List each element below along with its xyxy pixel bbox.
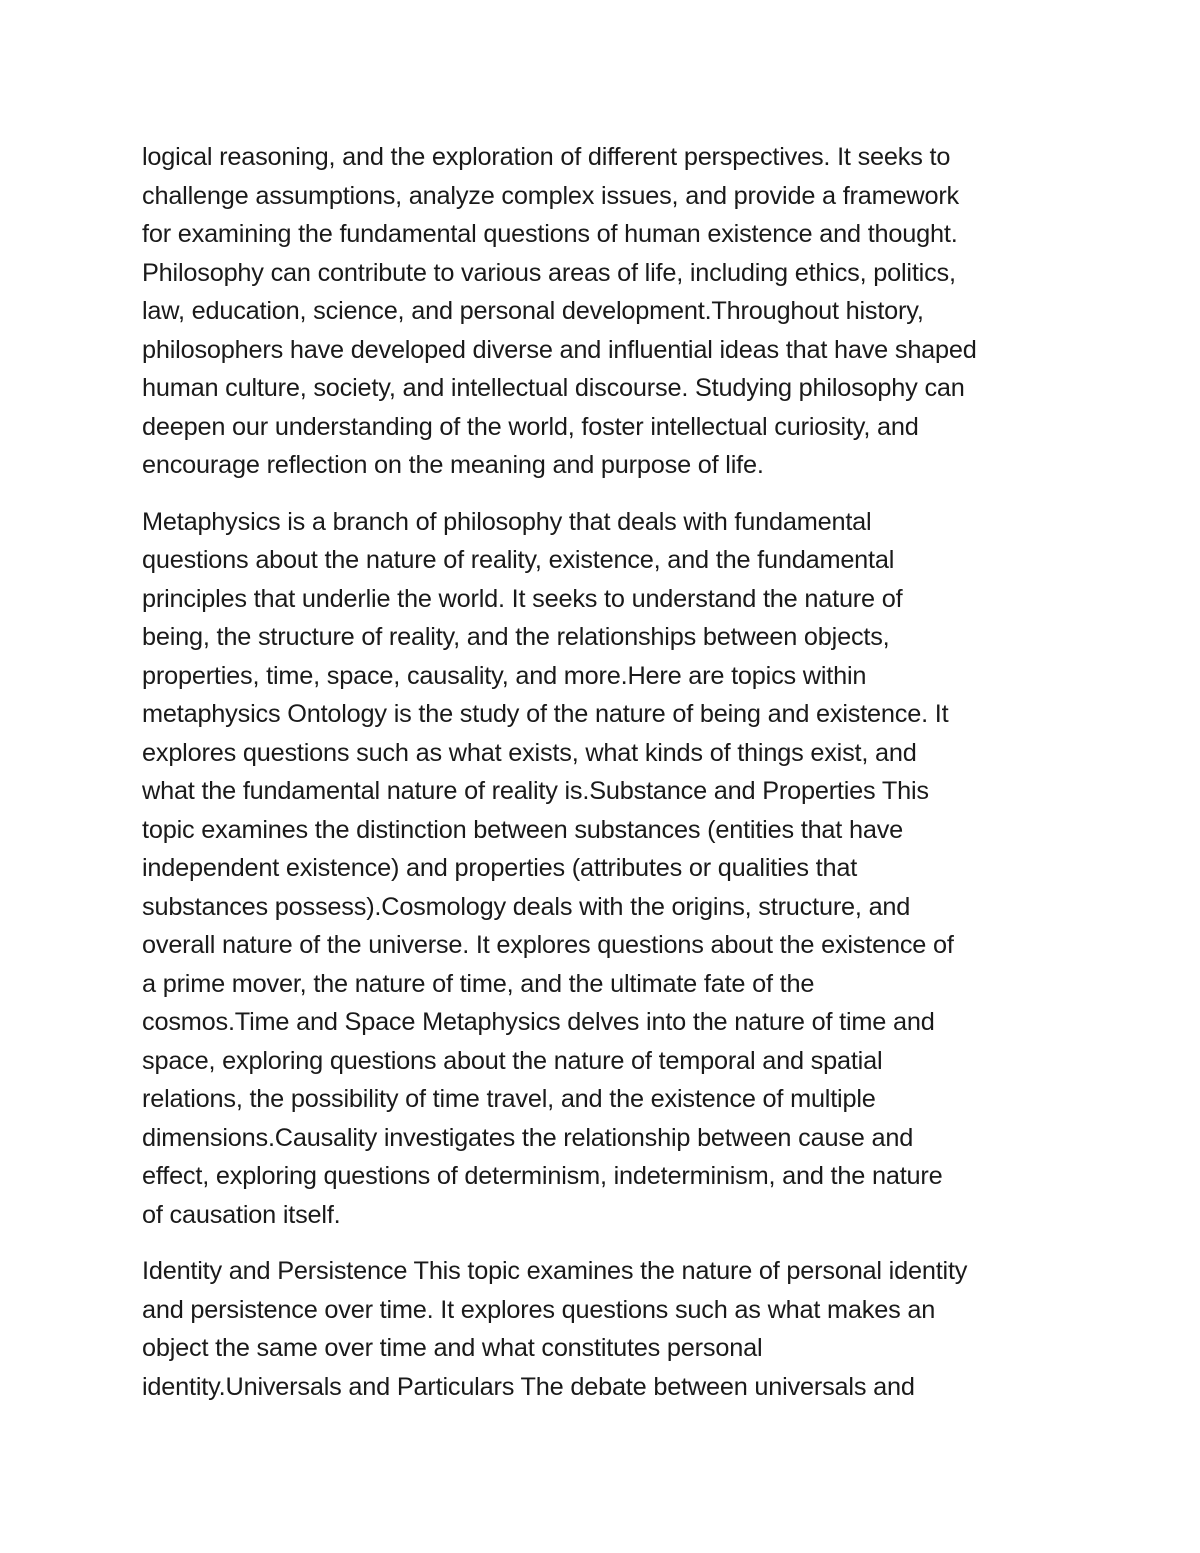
text-line: logical reasoning, and the exploration of different perspectives. It seeks to [142,143,951,171]
text-line: dimensions.Causality investigates the relationship between cause and [142,1123,914,1152]
text-line: Identity and Persistence This topic examines the nature of personal identity [142,1257,968,1285]
text-line: identity.Universals and Particulars The debate between universals and [142,1372,915,1401]
text-line: what the fundamental nature of reality is.Substance and Properties This [142,777,929,805]
text-line: philosophers have developed diverse and influential ideas that have shaped [142,335,977,364]
text-line: Metaphysics is a branch of philosophy that deals with fundamental [142,507,872,536]
text-line: deepen our understanding of the world, foster intellectual curiosity, and [142,412,919,441]
text-line: explores questions such as what exists, what kinds of things exist, and [142,738,917,767]
text-line: independent existence) and properties (attributes or qualities that [142,854,858,882]
text-line: substances possess).Cosmology deals with the origins, structure, and [142,892,911,921]
text-line: challenge assumptions, analyze complex issues, and provide a framework [142,181,960,210]
text-line: cosmos.Time and Space Metaphysics delves into the nature of time and [142,1008,935,1036]
paragraph-2 [142,503,1080,1235]
text-line: of causation itself. [142,1200,341,1229]
text-line: object the same over time and what constitutes personal [142,1334,763,1362]
text-line: Philosophy can contribute to various areas of life, including ethics, politics, [142,258,956,287]
text-line: encourage reflection on the meaning and purpose of life. [142,451,764,479]
text-line: and persistence over time. It explores questions such as what makes an [142,1295,936,1324]
text-line: topic examines the distinction between substances (entities that have [142,815,904,844]
text-line: for examining the fundamental questions of human existence and thought. [142,220,958,248]
text-line: space, exploring questions about the nature of temporal and spatial [142,1046,883,1075]
text-line: law, education, science, and personal development.Throughout history, [142,297,924,325]
text-line: relations, the possibility of time travel, and the existence of multiple [142,1085,876,1113]
text-line: being, the structure of reality, and the relationships between objects, [142,623,890,651]
paragraph-3 [142,1252,1080,1406]
text-line: properties, time, space, causality, and more.Here are topics within [142,661,867,690]
text-line: overall nature of the universe. It explores questions about the existence of [142,931,954,959]
text-line: effect, exploring questions of determinism, indeterminism, and the nature [142,1162,943,1190]
text-line: human culture, society, and intellectual discourse. Studying philosophy can [142,374,965,402]
text-line: a prime mover, the nature of time, and the ultimate fate of the [142,969,815,998]
paragraph-1 [142,138,1080,485]
text-line: principles that underlie the world. It seeks to understand the nature of [142,584,903,613]
text-line: questions about the nature of reality, existence, and the fundamental [142,546,895,574]
text-line: metaphysics Ontology is the study of the nature of being and existence. It [142,700,949,728]
